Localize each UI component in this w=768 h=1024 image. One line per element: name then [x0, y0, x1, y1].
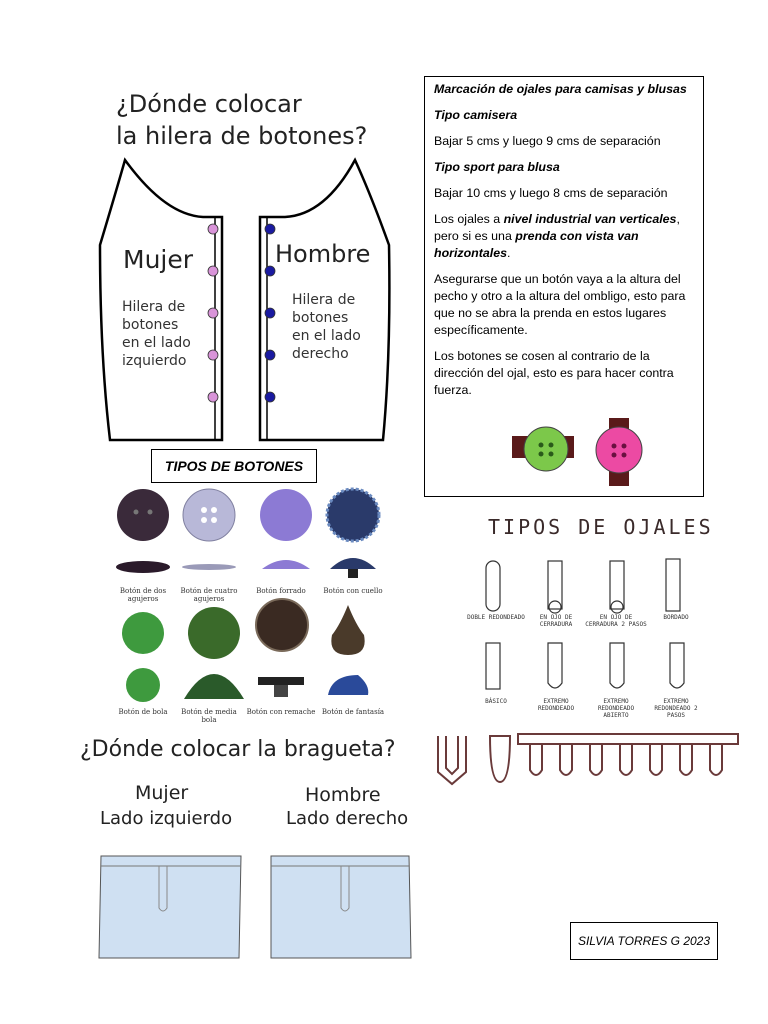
hombre-shirt-button-icon [265, 266, 275, 276]
rivet-button-icon [256, 599, 308, 651]
pants-diagram [95, 850, 415, 960]
tipo-camisera-title: Tipo camisera [434, 108, 518, 122]
hombre-desc-line: botones [292, 310, 349, 326]
four-hole-side-icon [182, 564, 236, 570]
hombre-shirt-button-icon [265, 392, 275, 402]
buttonhole-caption: EN OJO DE CERRADURA [539, 614, 573, 628]
buttonhole-embroidered-icon [666, 559, 680, 611]
fantasy-button-icon [331, 605, 364, 655]
hombre-desc-line: en el lado [292, 328, 361, 344]
buttonhole-keyhole-2-icon [610, 561, 624, 609]
buttonhole-caption: BÁSICO [485, 698, 507, 705]
author-box: SILVIA TORRES G 2023 [570, 922, 718, 960]
fantasy-side-icon [328, 675, 368, 695]
bragueta-title: ¿Dónde colocar la bragueta? [80, 737, 396, 762]
shirt-title-line1: ¿Dónde colocar [116, 90, 302, 118]
shank-side-icon [330, 558, 376, 569]
button-caption: Botón de fantasía [321, 708, 385, 716]
buttonhole-placket-illustration [432, 730, 742, 790]
mujer-shirt-button-icon [208, 392, 218, 402]
covered-button-icon [260, 489, 312, 541]
mujer-shirt-button-icon [208, 308, 218, 318]
buttonhole-caption: DOBLE REDONDEADO [467, 614, 525, 621]
hombre-desc-line: derecho [292, 346, 349, 362]
hombre-desc [292, 291, 361, 363]
buttonholes-grid [470, 555, 710, 705]
buttonhole-basic-icon [486, 643, 500, 689]
button-caption: Botón de dos agujeros [119, 587, 167, 603]
half-ball-button-icon [188, 607, 240, 659]
ojales-paragraph [434, 211, 694, 262]
ball-button-icon [122, 612, 164, 654]
covered-side-icon [262, 560, 310, 569]
tipo-sport-title: Tipo sport para blusa [434, 160, 560, 174]
buttonhole-caption: BORDADO [663, 614, 689, 621]
buttonhole-rounded-2-icon [670, 643, 684, 688]
pants-mujer-icon [99, 856, 241, 958]
bragueta-mujer-label: Mujer [135, 782, 189, 804]
buttonhole-rounded-end-icon [548, 643, 562, 688]
pink-button-icon [596, 427, 642, 473]
placket-end-icon [438, 736, 466, 784]
bragueta-hombre-side: Lado derecho [286, 808, 409, 829]
ball-side-icon [126, 668, 160, 702]
tipos-botones-title: TIPOS DE BOTONES [151, 449, 317, 483]
mujer-desc-line: Hilera de [122, 299, 186, 315]
buttonhole-caption: EXTREMO REDONDEADO 2 PASOS [654, 698, 698, 719]
altura-paragraph: Asegurarse que un botón vaya a la altura del pecho y otro a la altura del ombligo, esto para que no se abra la prenda en estos lugares específicamente. [434, 272, 686, 337]
hombre-shirt-button-icon [265, 350, 275, 360]
button-caption: Botón de cuatro agujeros [180, 587, 238, 603]
shank-button-icon [327, 489, 379, 541]
mujer-shirt-button-icon [208, 224, 218, 234]
button-caption: Botón de media bola [181, 708, 237, 724]
half-ball-side-icon [184, 674, 244, 699]
info-heading: Marcación de ojales para camisas y blusas [434, 82, 687, 96]
tipo-sport-text: Bajar 10 cms y luego 8 cms de separación [434, 186, 668, 200]
rivet-side-icon [258, 677, 304, 685]
hombre-desc-line: Hilera de [292, 292, 356, 308]
mujer-desc-line: botones [122, 317, 179, 333]
four-hole-button-icon [183, 489, 235, 541]
tipo-camisera-text: Bajar 5 cms y luego 9 cms de separación [434, 134, 661, 148]
hombre-shirt-button-icon [265, 224, 275, 234]
mujer-label: Mujer [123, 245, 194, 274]
sewn-buttons-illustration [512, 418, 662, 486]
ojales-text-a: Los ojales a [434, 212, 504, 226]
ojales-text-c: , pero si es una [434, 212, 680, 243]
button-caption: Botón con remache [246, 708, 316, 716]
two-hole-side-icon [116, 561, 170, 573]
mujer-desc [122, 298, 191, 370]
buttonhole-caption: EN OJO DE CERRADURA 2 PASOS [585, 614, 647, 628]
mujer-desc-line: izquierdo [122, 353, 187, 369]
buttonhole-rounded-open-icon [610, 643, 624, 688]
shirt-title-line2: la hilera de botones? [116, 122, 368, 150]
hombre-label: Hombre [275, 240, 371, 268]
green-button-icon [524, 427, 568, 471]
button-caption: Botón forrado [256, 587, 306, 595]
tipos-ojales-title: TIPOS DE OJALES [488, 515, 714, 539]
ojales-text-e: . [506, 246, 511, 260]
buttonhole-caption: EXTREMO REDONDEADO [537, 698, 575, 712]
bragueta-mujer-side: Lado izquierdo [100, 808, 233, 829]
two-hole-button-icon [117, 489, 169, 541]
shirt-title [116, 88, 367, 152]
coser-paragraph: Los botones se cosen al contrario de la dirección del ojal, esto es para hacer contra fuerza. [434, 349, 674, 397]
ojales-text-b: nivel industrial van verticales [503, 212, 677, 226]
button-caption: Botón con cuello [323, 587, 383, 595]
buttonhole-caption: EXTREMO REDONDEADO ABIERTO [597, 698, 635, 719]
mujer-shirt-button-icon [208, 266, 218, 276]
placket-loop-icon [490, 736, 510, 782]
mujer-desc-line: en el lado [122, 335, 191, 351]
placket-strip-icon [518, 734, 738, 744]
buttonhole-keyhole-icon [548, 561, 562, 609]
mujer-shirt-button-icon [208, 350, 218, 360]
hombre-shirt-button-icon [265, 308, 275, 318]
bragueta-hombre-label: Hombre [305, 784, 381, 806]
buttonhole-double-rounded-icon [486, 561, 500, 611]
button-caption: Botón de bola [118, 708, 168, 716]
ojales-text-d: prenda con vista van horizontales [434, 229, 639, 260]
